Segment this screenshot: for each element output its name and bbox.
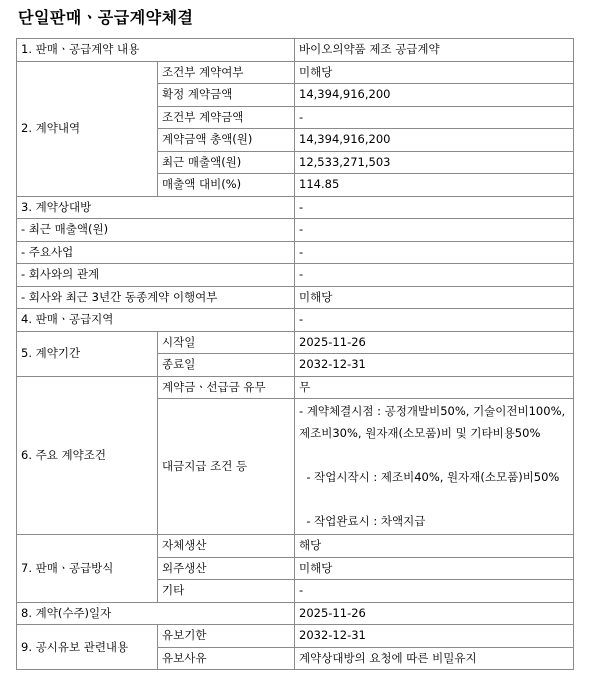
sub-label: 대금지급 조건 등 bbox=[158, 399, 295, 535]
sub-label: 외주생산 bbox=[158, 557, 295, 580]
row-value: 2032-12-31 bbox=[295, 354, 574, 377]
payment-term-3: - 작업완료시 : 차액지급 bbox=[299, 514, 426, 528]
row-label: 3. 계약상대방 bbox=[17, 196, 295, 219]
sub-label: 자체생산 bbox=[158, 535, 295, 558]
table-row bbox=[17, 61, 574, 84]
row-value: 14,394,916,200 bbox=[295, 84, 574, 107]
row-value: 12,533,271,503 bbox=[295, 151, 574, 174]
row-label: 6. 주요 계약조건 bbox=[17, 376, 158, 535]
payment-term-2: - 작업시작시 : 제조비40%, 원자재(소모품)비50% bbox=[299, 470, 560, 484]
sub-label: 종료일 bbox=[158, 354, 295, 377]
row-value: - bbox=[295, 241, 574, 264]
row-value: 2032-12-31 bbox=[295, 625, 574, 648]
sub-label: 유보사유 bbox=[158, 647, 295, 670]
sub-label: 조건부 계약여부 bbox=[158, 61, 295, 84]
row-value: 2025-11-26 bbox=[295, 602, 574, 625]
sub-label: 조건부 계약금액 bbox=[158, 106, 295, 129]
row-value: 미해당 bbox=[295, 557, 574, 580]
sub-label: 기타 bbox=[158, 580, 295, 603]
row-label: 5. 계약기간 bbox=[17, 331, 158, 376]
row-value: - bbox=[295, 106, 574, 129]
payment-term-1: - 계약체결시점 : 공정개발비50%, 기술이전비100%, 제조비30%, 원자재(소모품)비 및 기타비용50% bbox=[299, 404, 566, 440]
row-value: 바이오의약품 제조 공급계약 bbox=[295, 39, 574, 62]
table-row bbox=[17, 39, 574, 62]
row-value: 14,394,916,200 bbox=[295, 129, 574, 152]
row-value: 2025-11-26 bbox=[295, 331, 574, 354]
table-row bbox=[17, 219, 574, 242]
table-row bbox=[17, 535, 574, 558]
row-value: 무 bbox=[295, 376, 574, 399]
sub-label: 계약금액 총액(원) bbox=[158, 129, 295, 152]
row-value: - bbox=[295, 264, 574, 287]
sub-label: 최근 매출액(원) bbox=[158, 151, 295, 174]
sub-label: 확정 계약금액 bbox=[158, 84, 295, 107]
sub-label: 유보기한 bbox=[158, 625, 295, 648]
sub-label: 매출액 대비(%) bbox=[158, 174, 295, 197]
payment-terms-cell bbox=[295, 399, 574, 535]
row-label: 1. 판매ㆍ공급계약 내용 bbox=[17, 39, 295, 62]
disclosure-table bbox=[16, 38, 574, 670]
page-title: 단일판매ㆍ공급계약체결 bbox=[18, 8, 194, 27]
table-row bbox=[17, 241, 574, 264]
row-value: - bbox=[295, 196, 574, 219]
row-value: 미해당 bbox=[295, 61, 574, 84]
row-label: - 최근 매출액(원) bbox=[17, 219, 295, 242]
row-label: 2. 계약내역 bbox=[17, 61, 158, 196]
row-label: 7. 판매ㆍ공급방식 bbox=[17, 535, 158, 603]
row-value: 계약상대방의 요청에 따른 비밀유지 bbox=[295, 647, 574, 670]
sub-label: 시작일 bbox=[158, 331, 295, 354]
row-value: 114.85 bbox=[295, 174, 574, 197]
row-label: - 회사와의 관계 bbox=[17, 264, 295, 287]
table-row bbox=[17, 331, 574, 354]
table-row bbox=[17, 376, 574, 399]
table-row bbox=[17, 286, 574, 309]
row-value: - bbox=[295, 309, 574, 332]
table-row bbox=[17, 309, 574, 332]
table-row bbox=[17, 625, 574, 648]
row-label: 8. 계약(수주)일자 bbox=[17, 602, 295, 625]
row-label: - 회사와 최근 3년간 동종계약 이행여부 bbox=[17, 286, 295, 309]
row-label: 4. 판매ㆍ공급지역 bbox=[17, 309, 295, 332]
row-label: 9. 공시유보 관련내용 bbox=[17, 625, 158, 670]
row-value: 미해당 bbox=[295, 286, 574, 309]
row-value: - bbox=[295, 580, 574, 603]
sub-label: 계약금ㆍ선급금 유무 bbox=[158, 376, 295, 399]
table-row bbox=[17, 264, 574, 287]
row-value: 해당 bbox=[295, 535, 574, 558]
row-value: - bbox=[295, 219, 574, 242]
table-row bbox=[17, 196, 574, 219]
table-row bbox=[17, 602, 574, 625]
row-label: - 주요사업 bbox=[17, 241, 295, 264]
